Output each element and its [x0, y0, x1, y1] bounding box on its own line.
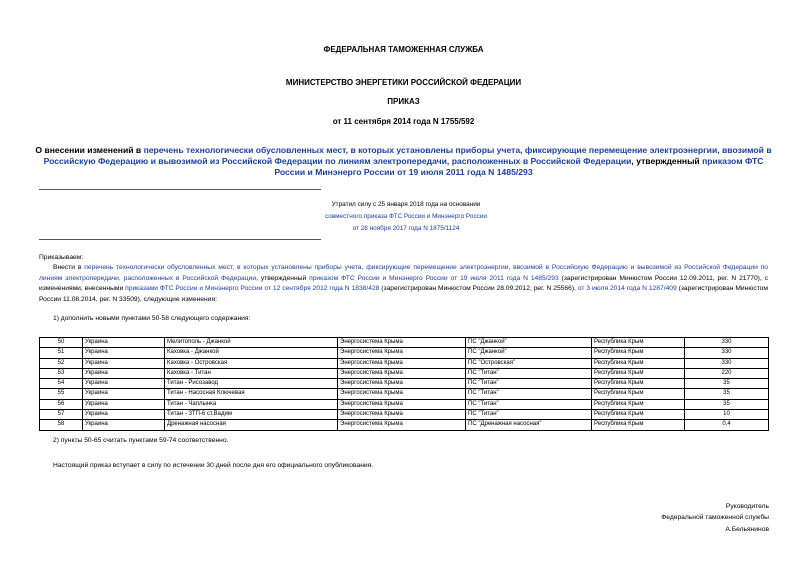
signature-position: Руководитель	[725, 503, 769, 510]
cell-region: Республика Крым	[592, 420, 685, 430]
cell-line: Мелитополь - Джанкой	[165, 338, 338, 348]
cell-country: Украина	[83, 358, 165, 368]
cell-substation: ПС "Титан"	[466, 389, 592, 399]
paragraph-link-order[interactable]: приказом ФТС России и Минэнерго России от 19 июля 2011 года N 1485/293	[309, 274, 559, 282]
cell-voltage: 330	[685, 358, 769, 368]
cell-substation: ПС "Островская"	[466, 358, 592, 368]
cell-region: Республика Крым	[592, 399, 685, 409]
cell-country: Украина	[83, 410, 165, 420]
cell-system: Энергосистема Крыма	[338, 338, 466, 348]
divider-bottom	[39, 239, 321, 240]
cell-country: Украина	[83, 389, 165, 399]
cell-substation: ПС "Титан"	[466, 379, 592, 389]
cell-system: Энергосистема Крыма	[338, 348, 466, 358]
table-row	[40, 399, 769, 409]
cell-substation: ПС "Джанкой"	[466, 348, 592, 358]
cell-number: 57	[40, 410, 83, 420]
cell-voltage: 35	[685, 379, 769, 389]
cell-line: Титан - ЗТП-6 ст.Вадим	[165, 410, 338, 420]
cell-number: 55	[40, 389, 83, 399]
cell-region: Республика Крым	[592, 410, 685, 420]
document-title	[35, 145, 772, 179]
main-paragraph	[39, 263, 768, 306]
cell-line: Титан - Чаплынка	[165, 399, 338, 409]
table-row	[40, 410, 769, 420]
cell-country: Украина	[83, 338, 165, 348]
paragraph-link-amend-2012[interactable]: приказами ФТС России и Минэнерго России от 12 сентября 2012 года N 1838/428	[125, 285, 380, 293]
cell-substation: ПС "Титан"	[466, 368, 592, 378]
cell-system: Энергосистема Крыма	[338, 368, 466, 378]
table-row	[40, 348, 769, 358]
signature-org: Федеральной таможенной службы	[661, 514, 769, 522]
item-2: 2) пункты 50-65 считать пунктами 59-74 соответственно.	[53, 437, 229, 444]
cell-country: Украина	[83, 379, 165, 389]
table-row	[40, 368, 769, 378]
paragraph-text: (зарегистрирован Минюстом России 12.09.2011, рег. N 21770), с изменениями, внесенными	[39, 274, 769, 293]
cell-country: Украина	[83, 420, 165, 430]
cell-line: Титан - Насосная Ключевая	[165, 389, 338, 399]
cell-line: Каховка - Джанкой	[165, 348, 338, 358]
cell-system: Энергосистема Крыма	[338, 420, 466, 430]
title-link-list[interactable]: перечень технологически обусловленных мест, в которых установлены приборы учета, фиксирующие перемещение электроэнергии, ввозимой в Российскую Федерацию и вывозимой из Российской Федерации по линиям электропередачи, расположенных в Российской Федерации	[43, 145, 772, 167]
metering-points-table	[39, 337, 769, 431]
signature-block	[661, 501, 769, 535]
status-note	[262, 199, 550, 234]
cell-number: 56	[40, 399, 83, 409]
item-1: 1) дополнить новыми пунктами 50-58 следующего содержания:	[53, 315, 251, 322]
cell-voltage: 330	[685, 348, 769, 358]
divider-top	[39, 189, 321, 190]
document-date: от 11 сентября 2014 года N 1755/592	[332, 117, 475, 126]
paragraph-text: , утвержденный	[256, 274, 310, 282]
table-row	[40, 379, 769, 389]
cell-country: Украина	[83, 399, 165, 409]
title-link-order[interactable]: приказом ФТС России и Минэнерго России от 19 июля 2011 года N 1485/293	[274, 156, 764, 178]
cell-country: Украина	[83, 348, 165, 358]
paragraph-text: (зарегистрирован Минюстом России 28.09.2012, рег. N 25566),	[379, 285, 578, 293]
paragraph-link-amend-2014[interactable]: от 3 июля 2014 года N 1287/409	[577, 285, 677, 293]
cell-line: Каховка - Островская	[165, 358, 338, 368]
cell-substation: ПС "Джанкой"	[466, 338, 592, 348]
cell-voltage: 220	[685, 368, 769, 378]
cell-number: 50	[40, 338, 83, 348]
cell-region: Республика Крым	[592, 368, 685, 378]
document-type: ПРИКАЗ	[387, 97, 420, 106]
status-note-link[interactable]: от 28 ноября 2017 года N 1875/1124	[352, 224, 460, 232]
cell-region: Республика Крым	[592, 338, 685, 348]
cell-system: Энергосистема Крыма	[338, 358, 466, 368]
title-text: , утвержденный	[631, 156, 703, 167]
order-label: Приказываем:	[39, 254, 84, 261]
table-row	[40, 338, 769, 348]
cell-region: Республика Крым	[592, 379, 685, 389]
cell-substation: ПС "Дренажная насосная"	[466, 420, 592, 430]
status-note-line: Утратил силу с 25 января 2018 года на основании	[331, 201, 481, 208]
effective-clause: Настоящий приказ вступает в силу по истечении 30 дней после дня его официального опубликования.	[53, 462, 374, 469]
agency-heading: ФЕДЕРАЛЬНАЯ ТАМОЖЕННАЯ СЛУЖБА	[323, 45, 484, 54]
signature-name: А.Бельянинов	[725, 525, 769, 533]
cell-number: 58	[40, 420, 83, 430]
cell-line: Дренажная насосная	[165, 420, 338, 430]
cell-system: Энергосистема Крыма	[338, 410, 466, 420]
paragraph-link-list[interactable]: перечень технологически обусловленных мест, в которых установлены приборы учета, фиксирующие перемещение электроэнергии, ввозимой в Российскую Федерацию и вывозимой из Российской Федерации по линиям электропередачи, расположенных в Российской Федерации	[39, 264, 768, 282]
cell-voltage: 35	[685, 389, 769, 399]
cell-system: Энергосистема Крыма	[338, 399, 466, 409]
cell-number: 53	[40, 368, 83, 378]
cell-region: Республика Крым	[592, 358, 685, 368]
cell-substation: ПС "Титан"	[466, 399, 592, 409]
paragraph-text: Внести в	[53, 264, 85, 271]
cell-voltage: 10	[685, 410, 769, 420]
cell-voltage: 0,4	[685, 420, 769, 430]
ministry-heading: МИНИСТЕРСТВО ЭНЕРГЕТИКИ РОССИЙСКОЙ ФЕДЕРАЦИИ	[285, 78, 522, 87]
table-row	[40, 420, 769, 430]
cell-region: Республика Крым	[592, 389, 685, 399]
cell-line: Титан - Рисозавод	[165, 379, 338, 389]
cell-system: Энергосистема Крыма	[338, 379, 466, 389]
cell-number: 51	[40, 348, 83, 358]
cell-substation: ПС "Титан"	[466, 410, 592, 420]
table-row	[40, 389, 769, 399]
table-row	[40, 358, 769, 368]
cell-region: Республика Крым	[592, 348, 685, 358]
cell-number: 54	[40, 379, 83, 389]
cell-country: Украина	[83, 368, 165, 378]
title-text: О внесении изменений в	[35, 145, 144, 155]
cell-voltage: 330	[685, 338, 769, 348]
cell-voltage: 35	[685, 399, 769, 409]
cell-line: Каховка - Титан	[165, 368, 338, 378]
paragraph-text: (зарегистрирован Минюстом России 11.08.2014, рег. N 33509), следующие изменения:	[39, 285, 768, 304]
cell-system: Энергосистема Крыма	[338, 389, 466, 399]
status-note-link[interactable]: совместного приказа ФТС России и Минэнерго России	[325, 212, 487, 220]
cell-number: 52	[40, 358, 83, 368]
